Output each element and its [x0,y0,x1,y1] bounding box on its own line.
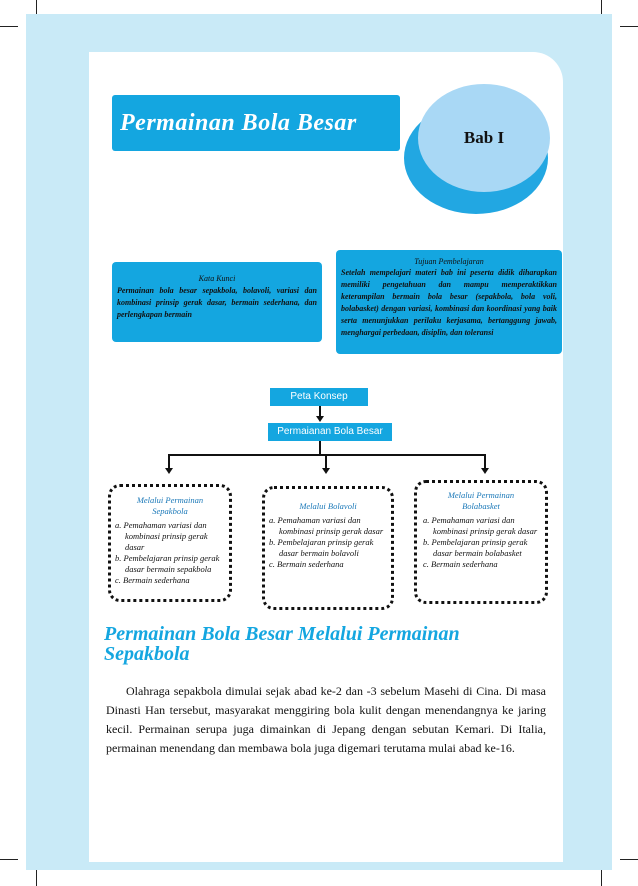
arrow-down-icon [316,416,324,422]
crop-mark [0,26,18,27]
title-banner [112,95,400,151]
section-heading: Permainan Bola Besar Melalui Permainan Sepakbola [104,623,460,665]
list-item: b. Pembelajaran prinsip gerak dasar bermain sepakbola [115,553,220,574]
arrow-down-icon [322,468,330,474]
connector-line [325,455,327,469]
concept-map-root: Permaianan Bola Besar [268,423,392,441]
keywords-body: Permainan bola besar sepakbola, bolavoli, variasi dan kombinasi prinsip gerak dasar, bermain sederhana, dan perlengkapan bermain [117,286,317,319]
learning-objectives-title: Tujuan Pembelajaran [414,257,484,266]
keywords-title: Kata Kunci [198,274,236,283]
crop-mark [601,868,602,886]
learning-objectives-box [336,250,562,354]
chapter-badge [418,84,550,192]
list-item: a. Pemahaman variasi dan kombinasi prinsip gerak dasar [115,520,208,552]
crop-mark [620,859,638,860]
list-item: b. Pembelajaran prinsip gerak dasar bermain bolavoli [269,537,374,558]
list-item: a. Pemahaman variasi dan kombinasi prinsip gerak dasar [423,515,538,536]
keywords-box [112,262,322,342]
concept-branch-bolavoli [262,486,394,610]
concept-branch-sepakbola [108,484,232,602]
branch-title: Melalui Permainan Sepakbola [136,495,204,516]
chapter-title: Permainan Bola Besar [120,110,357,136]
connector-line [168,454,486,456]
body-paragraph: Olahraga sepakbola dimulai sejak abad ke-2 dan -3 sebelum Masehi di Cina. Di masa Dinasti Han tersebut, masyarakat menggiring bola kulit dengan menendangnya ke jaring kecil. Permainan serupa juga dimainkan di Jepang dengan sebutan Kemari. Di Italia, permainan menendang dan membawa bola juga digemari terutama mulai abad ke-16. [106,684,546,755]
chapter-number: Bab I [463,128,505,147]
crop-mark [0,859,18,860]
list-item: c. Bermain sederhana [269,559,344,569]
concept-branch-bolabasket [414,480,548,604]
connector-line [484,455,486,469]
branch-title: Melalui Permainan Bolabasket [447,490,515,511]
branch-title: Melalui Bolavoli [299,501,357,511]
learning-objectives-body: Setelah mempelajari materi bab ini peserta didik diharapkan memiliki pengetahuan dan mampu memperaktikkan keterampilan bermain bola besar (sepakbola, bola voli, bolabasket) dengan variasi, kombinasi dan koordinasi yang baik serta menunjukkan perilaku kerjasama, bertanggung jawab, menghargai perbedaan, disiplin, dan toleransi [341,268,557,337]
branch-items [265,515,391,570]
list-item: a. Pemahaman variasi dan kombinasi prinsip gerak dasar [269,515,384,536]
arrow-down-icon [481,468,489,474]
connector-line [168,455,170,469]
branch-items [111,520,229,586]
list-item: b. Pembelajaran prinsip gerak dasar bermain bolabasket [423,537,528,558]
arrow-down-icon [165,468,173,474]
crop-mark [620,26,638,27]
branch-items [417,515,545,570]
crop-mark [36,868,37,886]
connector-line [319,441,321,455]
list-item: c. Bermain sederhana [423,559,498,569]
list-item: c. Bermain sederhana [115,575,190,585]
concept-map-label: Peta Konsep [270,388,368,406]
